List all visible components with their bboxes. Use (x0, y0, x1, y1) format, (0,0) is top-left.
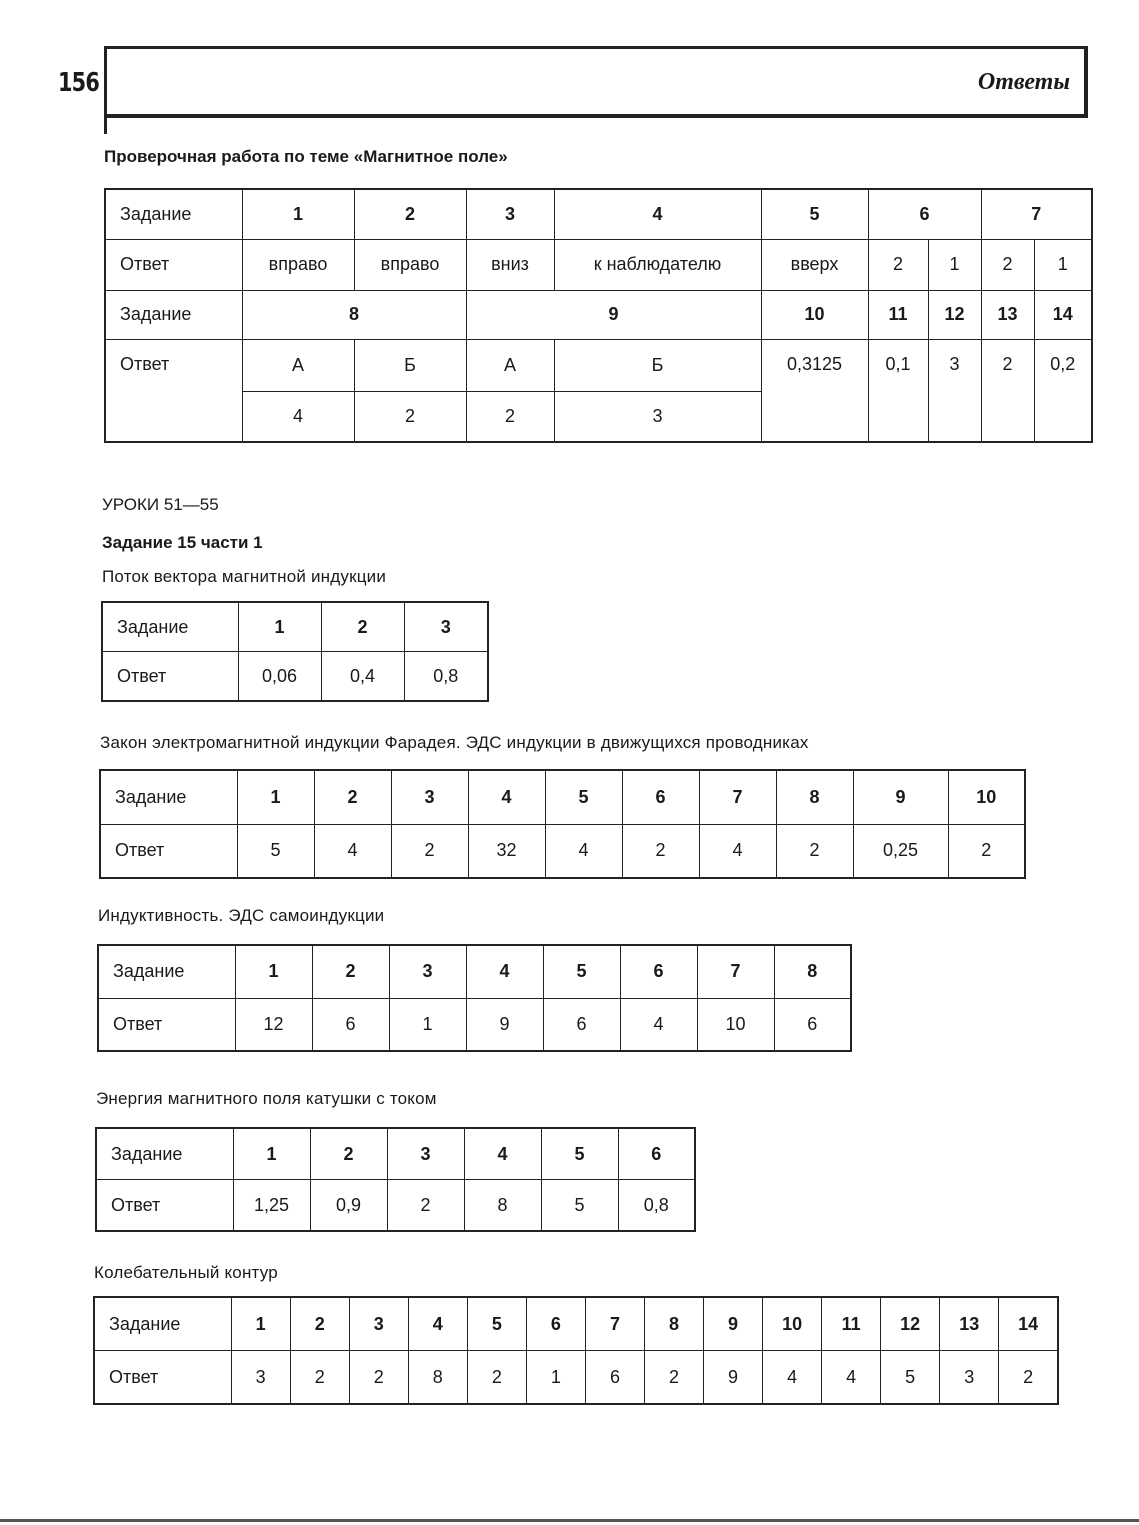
task-number: 5 (541, 1128, 618, 1180)
task-number: 2 (310, 1128, 387, 1180)
task-number: 11 (868, 290, 928, 339)
answer-cell: 0,9 (310, 1180, 387, 1232)
task-number: 9 (704, 1297, 763, 1351)
answer-cell: А (242, 339, 354, 391)
table-title: Энергия магнитного поля катушки с током (96, 1089, 437, 1108)
answer-cell: вверх (761, 239, 868, 290)
table-row (96, 1128, 695, 1180)
task-number: 3 (349, 1297, 408, 1351)
task-number: 2 (321, 602, 404, 652)
answer-cell: 2 (391, 824, 468, 878)
task-number: 1 (231, 1297, 290, 1351)
answer-cell: А (466, 339, 554, 391)
row-label: Задание (102, 602, 238, 652)
header-divider (104, 118, 107, 134)
task-number: 8 (776, 770, 853, 824)
answer-cell: 6 (312, 998, 389, 1051)
row-label: Задание (100, 770, 237, 824)
answer-cell: 1,25 (233, 1180, 310, 1232)
row-label: Задание (96, 1128, 233, 1180)
table-title: Колебательный контур (94, 1263, 278, 1282)
table-row (105, 290, 1092, 339)
task-number: 7 (981, 189, 1092, 239)
task-number: 5 (761, 189, 868, 239)
oscillating-circuit-table (93, 1296, 1059, 1405)
table-title: Индуктивность. ЭДС самоиндукции (98, 906, 385, 925)
row-label: Задание (94, 1297, 231, 1351)
energy-table (95, 1127, 696, 1232)
row-label: Ответ (98, 998, 235, 1051)
section-title: Проверочная работа по теме «Магнитное поле» (104, 147, 508, 166)
row-label: Ответ (96, 1180, 233, 1232)
row-label: Ответ (100, 824, 237, 878)
task-title: Задание 15 части 1 (102, 533, 263, 552)
answer-cell: 3 (928, 339, 981, 442)
table-row (102, 652, 488, 702)
lessons-title: УРОКИ 51—55 (102, 495, 219, 514)
task-number: 2 (354, 189, 466, 239)
task-number: 13 (981, 290, 1034, 339)
answer-cell: 2 (981, 239, 1034, 290)
task-number: 3 (389, 945, 466, 998)
answer-cell: 2 (981, 339, 1034, 442)
task-number: 7 (585, 1297, 644, 1351)
task-number: 4 (408, 1297, 467, 1351)
row-label: Ответ (94, 1351, 231, 1405)
answer-cell: 1 (526, 1351, 585, 1405)
answer-cell: 3 (231, 1351, 290, 1405)
page-header (104, 46, 1088, 118)
task-number: 4 (464, 1128, 541, 1180)
answer-cell: 1 (389, 998, 466, 1051)
task-number: 6 (618, 1128, 695, 1180)
task-number: 11 (822, 1297, 881, 1351)
task-number: 8 (242, 290, 466, 339)
answer-cell: 6 (543, 998, 620, 1051)
answer-cell: 0,25 (853, 824, 948, 878)
table-row (105, 339, 1092, 391)
page-bottom-edge (0, 1519, 1139, 1522)
task-number: 14 (1034, 290, 1092, 339)
answer-cell: 1 (928, 239, 981, 290)
answer-cell: 2 (354, 391, 466, 442)
test-answers-table (104, 188, 1093, 443)
task-number: 10 (948, 770, 1025, 824)
table-title: Закон электромагнитной индукции Фарадея. ЭДС индукции в движущихся проводниках (100, 733, 809, 752)
task-number: 13 (940, 1297, 999, 1351)
answer-cell: 2 (622, 824, 699, 878)
answer-cell: 5 (541, 1180, 618, 1232)
task-number: 3 (404, 602, 488, 652)
task-number: 3 (387, 1128, 464, 1180)
page-number: 156 (58, 68, 100, 98)
answer-cell: 10 (697, 998, 774, 1051)
task-number: 5 (467, 1297, 526, 1351)
task-number: 1 (238, 602, 321, 652)
task-number: 6 (868, 189, 981, 239)
table-row (100, 770, 1025, 824)
table-row (105, 239, 1092, 290)
answer-cell: 0,3125 (761, 339, 868, 442)
table-row (105, 189, 1092, 239)
task-number: 7 (697, 945, 774, 998)
task-number: 3 (391, 770, 468, 824)
task-number: 4 (468, 770, 545, 824)
task-number: 4 (466, 945, 543, 998)
task-number: 12 (928, 290, 981, 339)
answer-cell: 0,8 (618, 1180, 695, 1232)
task-number: 9 (466, 290, 761, 339)
task-number: 6 (620, 945, 697, 998)
answer-cell: 2 (644, 1351, 703, 1405)
answer-cell: 0,2 (1034, 339, 1092, 442)
table-row (96, 1180, 695, 1232)
row-label: Ответ (102, 652, 238, 702)
task-number: 1 (242, 189, 354, 239)
task-number: 7 (699, 770, 776, 824)
answer-cell: 6 (774, 998, 851, 1051)
task-number: 5 (543, 945, 620, 998)
faraday-table (99, 769, 1026, 879)
answer-cell: 2 (466, 391, 554, 442)
answer-cell: 0,06 (238, 652, 321, 702)
flux-table (101, 601, 489, 702)
answer-cell: 3 (940, 1351, 999, 1405)
answer-cell: 1 (1034, 239, 1092, 290)
answer-cell: 2 (948, 824, 1025, 878)
task-number: 6 (526, 1297, 585, 1351)
answer-cell: к наблюдателю (554, 239, 761, 290)
task-number: 10 (761, 290, 868, 339)
task-number: 8 (774, 945, 851, 998)
task-number: 3 (466, 189, 554, 239)
answer-cell: 4 (545, 824, 622, 878)
answer-cell: 8 (464, 1180, 541, 1232)
answer-cell: вправо (242, 239, 354, 290)
answer-cell: 0,1 (868, 339, 928, 442)
answer-cell: 2 (349, 1351, 408, 1405)
answer-cell: 4 (699, 824, 776, 878)
task-number: 14 (999, 1297, 1058, 1351)
row-label: Задание (105, 189, 242, 239)
answer-cell: вправо (354, 239, 466, 290)
task-number: 5 (545, 770, 622, 824)
table-row (98, 998, 851, 1051)
task-number: 2 (290, 1297, 349, 1351)
answer-cell: 9 (466, 998, 543, 1051)
inductance-table (97, 944, 852, 1052)
answer-cell: 5 (237, 824, 314, 878)
row-label: Ответ (105, 339, 242, 442)
table-row (102, 602, 488, 652)
task-number: 2 (312, 945, 389, 998)
answer-cell: 2 (776, 824, 853, 878)
task-number: 4 (554, 189, 761, 239)
answer-cell: 2 (387, 1180, 464, 1232)
task-number: 12 (881, 1297, 940, 1351)
answer-cell: 12 (235, 998, 312, 1051)
answer-cell: вниз (466, 239, 554, 290)
answer-cell: Б (554, 339, 761, 391)
answer-cell: 4 (822, 1351, 881, 1405)
table-title: Поток вектора магнитной индукции (102, 567, 387, 586)
row-label: Ответ (105, 239, 242, 290)
task-number: 1 (233, 1128, 310, 1180)
task-number: 6 (622, 770, 699, 824)
task-number: 8 (644, 1297, 703, 1351)
answer-cell: 2 (467, 1351, 526, 1405)
task-number: 1 (237, 770, 314, 824)
answer-cell: 2 (999, 1351, 1058, 1405)
task-number: 1 (235, 945, 312, 998)
answer-cell: 4 (620, 998, 697, 1051)
answer-cell: 4 (314, 824, 391, 878)
header-title: Ответы (977, 69, 1070, 95)
answer-cell: 32 (468, 824, 545, 878)
answer-cell: 2 (868, 239, 928, 290)
table-row (94, 1297, 1058, 1351)
answer-cell: 2 (290, 1351, 349, 1405)
answer-cell: 4 (763, 1351, 822, 1405)
row-label: Задание (98, 945, 235, 998)
task-number: 2 (314, 770, 391, 824)
task-number: 10 (763, 1297, 822, 1351)
table-row (100, 824, 1025, 878)
answer-cell: 9 (704, 1351, 763, 1405)
row-label: Задание (105, 290, 242, 339)
answer-cell: 8 (408, 1351, 467, 1405)
answer-cell: Б (354, 339, 466, 391)
table-row (94, 1351, 1058, 1405)
table-row (98, 945, 851, 998)
answer-cell: 3 (554, 391, 761, 442)
answer-cell: 5 (881, 1351, 940, 1405)
answer-cell: 4 (242, 391, 354, 442)
answer-cell: 0,8 (404, 652, 488, 702)
task-number: 9 (853, 770, 948, 824)
answer-cell: 6 (585, 1351, 644, 1405)
answer-cell: 0,4 (321, 652, 404, 702)
